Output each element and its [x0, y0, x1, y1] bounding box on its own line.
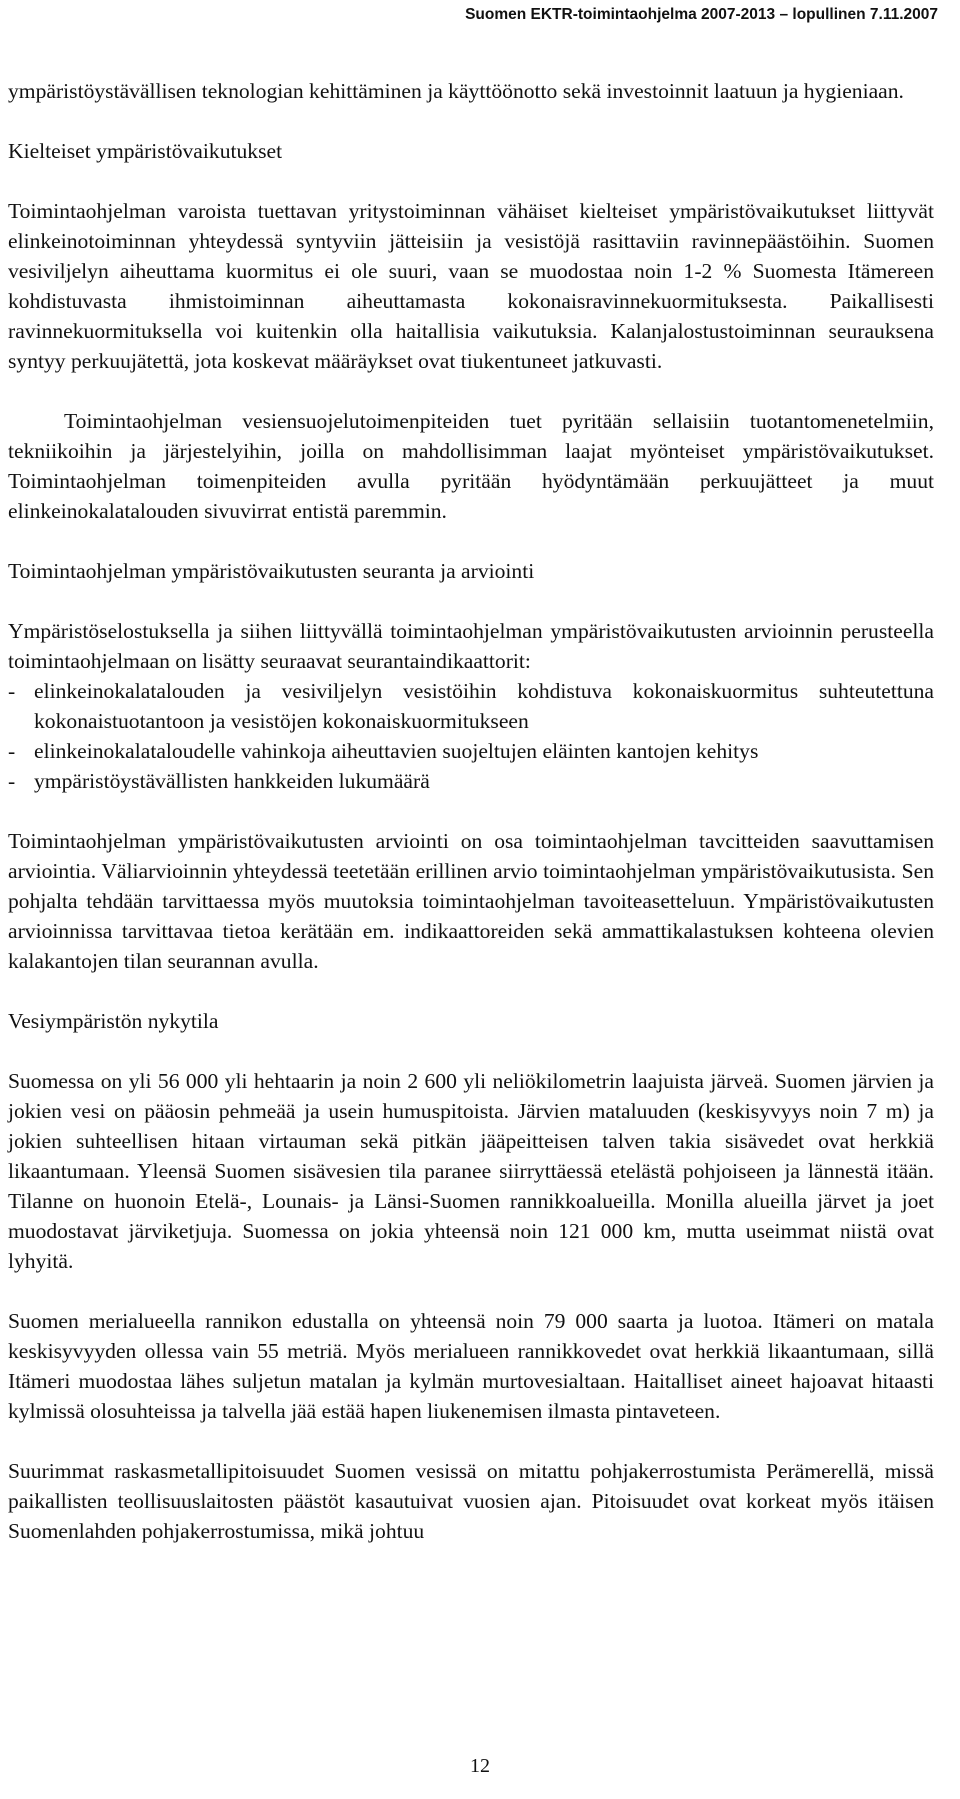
heading-negative-impacts: Kielteiset ympäristövaikutukset [8, 139, 283, 163]
indicator-text: elinkeinokalatalouden ja vesiviljelyn vesistöihin kohdistuva kokonaiskuormitus suhteutettuna kokonaistuotantoon ja vesistöjen kokonaiskuormitukseen [34, 679, 934, 733]
list-dash: - [8, 769, 16, 793]
list-item [8, 766, 934, 796]
page-number: 12 [470, 1755, 490, 1777]
list-dash: - [8, 739, 16, 763]
running-header: Suomen EKTR-toimintaohjelma 2007-2013 – lopullinen 7.11.2007 [465, 6, 938, 23]
document-body [8, 76, 934, 1546]
indicator-text: elinkeinokalataloudelle vahinkoja aiheuttavien suojeltujen eläinten kantojen kehitys [34, 739, 759, 763]
list-dash: - [8, 679, 16, 703]
indicator-text: ympäristöystävällisten hankkeiden lukumäärä [34, 769, 430, 793]
heading-water-environment: Vesiympäristön nykytila [8, 1009, 219, 1033]
paragraph-water-2: Suomen merialueella rannikon edustalla on yhteensä noin 79 000 saarta ja luotoa. Itämeri on matala keskisyvyyden ollessa vain 55 metriä. Myös merialueen rannikkovedet ovat herkkiä likaantumaan, sillä Itämeri muodostaa lähes suljetun matalan ja kylmän murtovesialtaan. Haitalliset aineet hajoavat hitaasti kylmissä olosuhteissa ja talvella jää estää hapen liukenemisen ilmasta pintaveteen. [8, 1309, 934, 1423]
indicator-list [8, 676, 934, 796]
list-item [8, 736, 934, 766]
paragraph-intro-continuation: ympäristöystävällisen teknologian kehittäminen ja käyttöönotto sekä investoinnit laatuun ja hygieniaan. [8, 79, 904, 103]
list-item [8, 676, 934, 736]
paragraph-water-1: Suomessa on yli 56 000 yli hehtaarin ja noin 2 600 yli neliökilometrin laajuista järveä. Suomen järvien ja jokien vesi on pääosin pehmeää ja usein humuspitoista. Järvien mataluuden (keskisyvyys noin 7 m) ja jokien suhteellisen hitaan virtauman sekä pitkän jääpeitteisen talven takia sisävedet ovat herkkiä likaantumaan. Yleensä Suomen sisävesien tila paranee siirryttäessä etelästä pohjoiseen ja lännestä itään. Tilanne on huonoin Etelä-, Lounais- ja Länsi-Suomen rannikkoalueilla. Monilla alueilla järvet ja joet muodostavat järviketjuja. Suomessa on jokia yhteensä noin 121 000 km, mutta useimmat niistä ovat lyhyitä. [8, 1069, 934, 1273]
paragraph-negative-impacts-1: Toimintaohjelman varoista tuettavan yritystoiminnan vähäiset kielteiset ympäristövaikutukset liittyvät elinkeinotoiminnan yhteydessä syntyviin jätteisiin ja vesistöjä rasittaviin ravinnepäästöihin. Suomen vesiviljelyn aiheuttama kuormitus ei ole suuri, vaan se muodostaa noin 1-2 % Suomesta Itämereen kohdistuvasta ihmistoiminnan aiheuttamasta kokonaisravinnekuormituksesta. Paikallisesti ravinnekuormituksella voi kuitenkin olla haitallisia vaikutuksia. Kalanjalostustoiminnan seurauksena syntyy perkuujätettä, jota koskevat määräykset ovat tiukentuneet jatkuvasti. [8, 199, 934, 373]
paragraph-monitoring-1: Ympäristöselostuksella ja siihen liittyvällä toimintaohjelman ympäristövaikutusten arvioinnin perusteella toimintaohjelmaan on lisätty seuraavat seurantaindikaattorit: [8, 619, 934, 673]
paragraph-water-3: Suurimmat raskasmetallipitoisuudet Suomen vesissä on mitattu pohjakerrostumista Perämerellä, missä paikallisten teollisuuslaitosten päästöt kasautuivat vuosien ajan. Pitoisuudet ovat korkeat myös itäisen Suomenlahden pohjakerrostumissa, mikä johtuu [8, 1459, 934, 1543]
paragraph-monitoring-2: Toimintaohjelman ympäristövaikutusten arviointi on osa toimintaohjelman tavcitteiden saavuttamisen arviointia. Väliarvioinnin yhteydessä teetetään erillinen arvio toimintaohjelman ympäristövaikutusista. Sen pohjalta tehdään tarvittaessa myös muutoksia toimintaohjelman tavoiteasetteluun. Ympäristövaikutusten arvioinnissa tarvittavaa tietoa kerätään em. indikaattoreiden sekä ammattikalastuksen kohteena olevien kalakantojen tilan seurannan avulla. [8, 829, 934, 973]
heading-monitoring: Toimintaohjelman ympäristövaikutusten seuranta ja arviointi [8, 559, 535, 583]
paragraph-negative-impacts-2: Toimintaohjelman vesiensuojelutoimenpiteiden tuet pyritään sellaisiin tuotantomenetelmiin, tekniikoihin ja järjestelyihin, joilla on mahdollisimman laajat myönteiset ympäristövaikutukset. Toimintaohjelman toimenpiteiden avulla pyritään hyödyntämään perkuujätteet ja muut elinkeinokalatalouden sivuvirrat entistä paremmin. [8, 409, 934, 523]
